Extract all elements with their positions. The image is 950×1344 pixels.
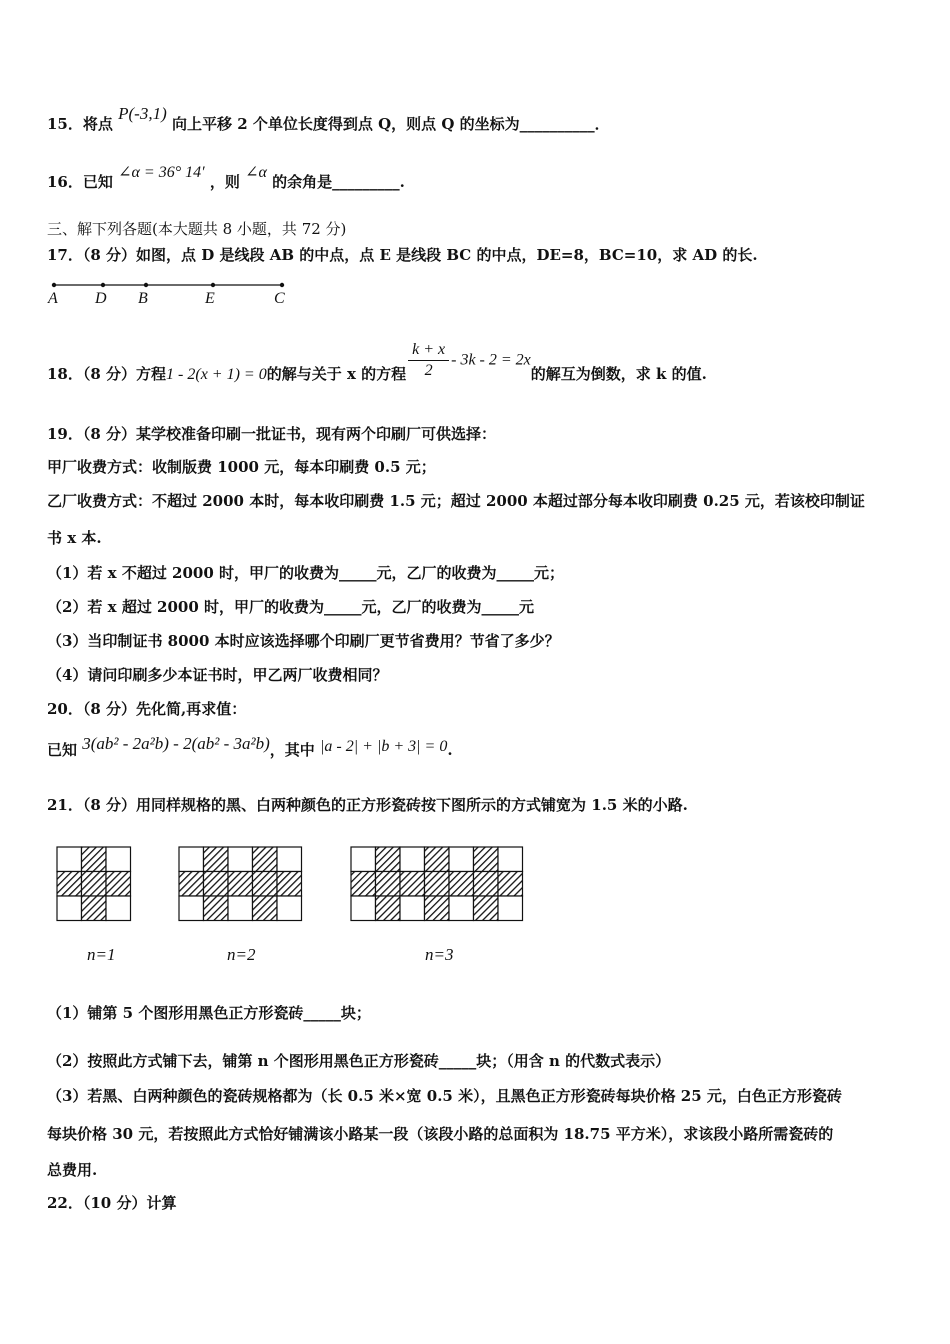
label-a: A — [48, 290, 58, 307]
q21-part-2: （2）按照此方式铺下去，铺第 n 个图形用黑色正方形瓷砖_____块；（用含 n 的代数式表示） — [47, 1052, 671, 1070]
white-tile — [351, 896, 376, 921]
label-n3: n=3 — [425, 945, 454, 964]
black-tile — [498, 872, 523, 897]
black-tile — [425, 872, 450, 897]
equation-1: 1 - 2(x + 1) = 0 — [166, 365, 267, 383]
angle-expr: ∠α = 36° 14′ — [118, 164, 205, 181]
equation-2: - 3k - 2 = 2x — [451, 351, 531, 369]
label-b: B — [138, 290, 148, 307]
section-heading: 三、解下列各题(本大题共 8 小题，共 72 分) — [47, 220, 347, 238]
black-tile — [82, 847, 107, 872]
q21-part-1: （1）铺第 5 个图形用黑色正方形瓷砖_____块； — [47, 1004, 371, 1022]
black-tile — [376, 896, 401, 921]
black-tile — [474, 847, 499, 872]
black-tile — [376, 847, 401, 872]
black-tile — [204, 872, 229, 897]
label-d: D — [95, 290, 107, 307]
white-tile — [400, 847, 425, 872]
black-tile — [351, 872, 376, 897]
question-15: 15．将点 P(-3,1) 向上平移 2 个单位长度得到点 Q，则点 Q 的坐标为__________． — [47, 104, 610, 133]
white-tile — [106, 847, 131, 872]
black-tile — [228, 872, 253, 897]
label-c: C — [274, 290, 285, 307]
black-tile — [82, 896, 107, 921]
white-tile — [449, 847, 474, 872]
black-tile — [449, 872, 474, 897]
factory-a-text: 甲厂收费方式：收制版费 1000 元，每本印刷费 0.5 元； — [47, 458, 436, 476]
algebra-expression: 3(ab² - 2a²b) - 2(ab² - 3a²b) — [82, 734, 270, 753]
q21-part-3: （3）若黑、白两种颜色的瓷砖规格都为（长 0.5 米×宽 0.5 米），且黑色正方形瓷砖每块价格 25 元，白色正方形瓷砖 — [47, 1087, 842, 1105]
point-b — [144, 283, 148, 287]
white-tile — [179, 847, 204, 872]
black-tile — [106, 872, 131, 897]
black-tile — [400, 872, 425, 897]
point-d — [101, 283, 105, 287]
question-19-title: 19．（8 分）某学校准备印刷一批证书，现有两个印刷厂可供选择： — [47, 425, 497, 443]
point-c — [280, 283, 284, 287]
white-tile — [57, 847, 82, 872]
question-20-expr: 已知 3(ab² - 2a²b) - 2(ab² - 3a²b)，其中 |a - 2| + |b + 3| = 0. — [47, 734, 453, 759]
question-17: 17．（8 分）如图，点 D 是线段 AB 的中点，点 E 是线段 BC 的中点，DE=8，BC=10，求 AD 的长. — [47, 246, 758, 264]
point-p: P(-3,1) — [118, 104, 167, 123]
black-tile — [277, 872, 302, 897]
white-tile — [277, 847, 302, 872]
factory-b-text-cont: 书 x 本. — [47, 529, 102, 547]
segment-figure — [48, 275, 308, 295]
question-20-title: 20．（8 分）先化简,再求值： — [47, 700, 247, 718]
white-tile — [57, 896, 82, 921]
black-tile — [82, 872, 107, 897]
q19-part-1: （1）若 x 不超过 2000 时，甲厂的收费为_____元，乙厂的收费为_____元； — [47, 564, 565, 582]
white-tile — [228, 847, 253, 872]
question-16: 16．已知 ∠α = 36° 14′ ，则 ∠α 的余角是_________. — [47, 164, 405, 191]
black-tile — [253, 847, 278, 872]
question-21-title: 21．（8 分）用同样规格的黑、白两种颜色的正方形瓷砖按下图所示的方式铺宽为 1.5 米的小路. — [47, 796, 688, 814]
white-tile — [498, 896, 523, 921]
black-tile — [376, 872, 401, 897]
black-tile — [204, 847, 229, 872]
black-tile — [474, 872, 499, 897]
black-tile — [253, 872, 278, 897]
white-tile — [228, 896, 253, 921]
question-22-title: 22．（10 分）计算 — [47, 1194, 177, 1212]
angle-alpha: ∠α — [245, 164, 267, 181]
q19-part-4: （4）请问印刷多少本证书时，甲乙两厂收费相同？ — [47, 666, 388, 684]
factory-b-text: 乙厂收费方式：不超过 2000 本时，每本收印刷费 1.5 元；超过 2000 本超过部分每本收印刷费 0.25 元，若该校印制证 — [47, 492, 865, 510]
white-tile — [449, 896, 474, 921]
q21-part-3-cont: 每块价格 30 元，若按照此方式恰好铺满该小路某一段（该段小路的总面积为 18.75 平方米），求该段小路所需瓷砖的 — [47, 1125, 834, 1143]
white-tile — [277, 896, 302, 921]
black-tile — [57, 872, 82, 897]
tile-patterns-figure — [55, 845, 535, 935]
white-tile — [106, 896, 131, 921]
label-n2: n=2 — [227, 945, 256, 964]
question-18: 18．（8 分）方程1 - 2(x + 1) = 0的解与关于 x 的方程 $\frac{k + x}{2}$ - 3k - 2 = 2x的解互为倒数，求 k 的值. — [47, 341, 707, 383]
white-tile — [351, 847, 376, 872]
q19-part-3: （3）当印制证书 8000 本时应该选择哪个印刷厂更节省费用？节省了多少？ — [47, 632, 560, 650]
black-tile — [425, 896, 450, 921]
white-tile — [400, 896, 425, 921]
white-tile — [498, 847, 523, 872]
label-e: E — [205, 290, 215, 307]
q19-part-2: （2）若 x 超过 2000 时，甲厂的收费为_____元，乙厂的收费为_____元 — [47, 598, 535, 616]
black-tile — [204, 896, 229, 921]
black-tile — [474, 896, 499, 921]
black-tile — [179, 872, 204, 897]
point-e — [211, 283, 215, 287]
black-tile — [253, 896, 278, 921]
q21-part-3-cont2: 总费用. — [47, 1161, 98, 1179]
white-tile — [179, 896, 204, 921]
condition: |a - 2| + |b + 3| = 0 — [320, 738, 448, 755]
black-tile — [425, 847, 450, 872]
fraction: $\frac{k + x}{2}$ — [408, 340, 449, 381]
point-a — [52, 283, 56, 287]
label-n1: n=1 — [87, 945, 116, 964]
